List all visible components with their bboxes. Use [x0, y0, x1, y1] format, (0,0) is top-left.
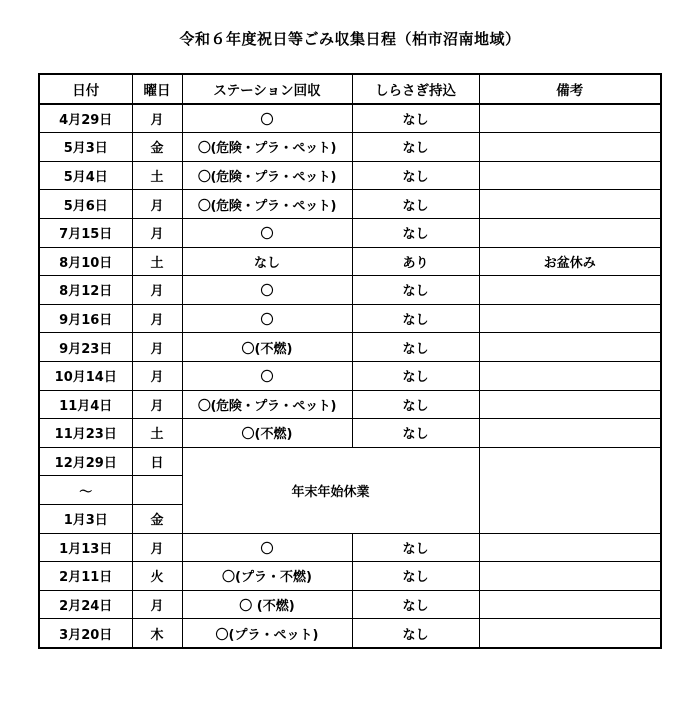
date-cell: 5月4日	[39, 161, 132, 190]
weekday-cell: 木	[132, 619, 182, 648]
date-cell: 8月10日	[39, 247, 132, 276]
shirasagi-cell: なし	[352, 190, 479, 219]
weekday-cell: 火	[132, 562, 182, 591]
date-cell: 7月15日	[39, 218, 132, 247]
header-row	[39, 74, 661, 104]
station-cell: 〇(プラ・ペット)	[182, 619, 352, 648]
table-row	[39, 533, 661, 562]
header-weekday: 曜日	[132, 74, 182, 104]
notes-cell	[479, 276, 661, 305]
table-row	[39, 333, 661, 362]
header-notes: 備考	[479, 74, 661, 104]
date-cell: 10月14日	[39, 361, 132, 390]
header-shirasagi: しらさぎ持込	[352, 74, 479, 104]
weekday-cell: 月	[132, 390, 182, 419]
notes-cell	[479, 361, 661, 390]
notes-cell: お盆休み	[479, 247, 661, 276]
table-row	[39, 590, 661, 619]
page-title: 令和６年度祝日等ごみ収集日程（柏市沼南地域）	[179, 30, 521, 48]
station-cell: 〇 (不燃)	[182, 590, 352, 619]
date-cell: 2月24日	[39, 590, 132, 619]
holiday-start-row	[39, 447, 661, 476]
station-cell: 〇	[182, 218, 352, 247]
weekday-cell	[132, 476, 182, 505]
table-row	[39, 390, 661, 419]
notes-cell	[479, 190, 661, 219]
shirasagi-cell: あり	[352, 247, 479, 276]
notes-cell	[479, 133, 661, 162]
date-cell: 12月29日	[39, 447, 132, 476]
shirasagi-cell: なし	[352, 304, 479, 333]
weekday-cell: 月	[132, 590, 182, 619]
table-row	[39, 562, 661, 591]
table-row	[39, 247, 661, 276]
schedule-table	[38, 73, 662, 649]
date-cell: 11月23日	[39, 419, 132, 448]
table-row	[39, 190, 661, 219]
shirasagi-cell: なし	[352, 133, 479, 162]
date-cell: 5月3日	[39, 133, 132, 162]
notes-cell	[479, 333, 661, 362]
shirasagi-cell: なし	[352, 590, 479, 619]
station-cell: 〇	[182, 276, 352, 305]
date-cell: 8月12日	[39, 276, 132, 305]
weekday-cell: 金	[132, 133, 182, 162]
shirasagi-cell: なし	[352, 562, 479, 591]
station-cell: 〇(危険・プラ・ペット)	[182, 190, 352, 219]
weekday-cell: 土	[132, 247, 182, 276]
station-cell: 〇	[182, 104, 352, 133]
table-row	[39, 161, 661, 190]
notes-cell	[479, 304, 661, 333]
notes-cell	[479, 161, 661, 190]
shirasagi-cell: なし	[352, 218, 479, 247]
table-row	[39, 133, 661, 162]
table-row	[39, 104, 661, 133]
shirasagi-cell: なし	[352, 361, 479, 390]
date-cell: 9月23日	[39, 333, 132, 362]
header-station: ステーション回収	[182, 74, 352, 104]
notes-cell	[479, 104, 661, 133]
table-row	[39, 419, 661, 448]
table-row	[39, 304, 661, 333]
weekday-cell: 月	[132, 361, 182, 390]
notes-cell	[479, 447, 661, 533]
table-row	[39, 276, 661, 305]
weekday-cell: 月	[132, 533, 182, 562]
date-cell: 9月16日	[39, 304, 132, 333]
weekday-cell: 日	[132, 447, 182, 476]
station-cell: 〇(プラ・不燃)	[182, 562, 352, 591]
date-cell: 2月11日	[39, 562, 132, 591]
header-date: 日付	[39, 74, 132, 104]
shirasagi-cell: なし	[352, 333, 479, 362]
date-cell: 1月3日	[39, 504, 132, 533]
shirasagi-cell: なし	[352, 390, 479, 419]
station-cell: 〇(危険・プラ・ペット)	[182, 161, 352, 190]
date-cell: 4月29日	[39, 104, 132, 133]
shirasagi-cell: なし	[352, 104, 479, 133]
notes-cell	[479, 218, 661, 247]
notes-cell	[479, 619, 661, 648]
date-cell: 11月4日	[39, 390, 132, 419]
date-cell: 5月6日	[39, 190, 132, 219]
weekday-cell: 月	[132, 304, 182, 333]
weekday-cell: 月	[132, 218, 182, 247]
station-cell: 〇	[182, 361, 352, 390]
table-row	[39, 218, 661, 247]
station-cell: 〇	[182, 304, 352, 333]
station-cell: 〇	[182, 533, 352, 562]
weekday-cell: 金	[132, 504, 182, 533]
shirasagi-cell: なし	[352, 161, 479, 190]
weekday-cell: 月	[132, 190, 182, 219]
notes-cell	[479, 533, 661, 562]
station-cell: 〇(不燃)	[182, 419, 352, 448]
date-cell: 3月20日	[39, 619, 132, 648]
notes-cell	[479, 390, 661, 419]
weekday-cell: 月	[132, 333, 182, 362]
weekday-cell: 月	[132, 276, 182, 305]
holiday-closure-cell: 年末年始休業	[182, 447, 479, 533]
table-row	[39, 361, 661, 390]
station-cell: 〇(危険・プラ・ペット)	[182, 133, 352, 162]
shirasagi-cell: なし	[352, 276, 479, 305]
weekday-cell: 土	[132, 419, 182, 448]
shirasagi-cell: なし	[352, 533, 479, 562]
notes-cell	[479, 562, 661, 591]
station-cell: なし	[182, 247, 352, 276]
shirasagi-cell: なし	[352, 619, 479, 648]
date-cell: 1月13日	[39, 533, 132, 562]
notes-cell	[479, 419, 661, 448]
station-cell: 〇(危険・プラ・ペット)	[182, 390, 352, 419]
weekday-cell: 土	[132, 161, 182, 190]
shirasagi-cell: なし	[352, 419, 479, 448]
notes-cell	[479, 590, 661, 619]
station-cell: 〇(不燃)	[182, 333, 352, 362]
weekday-cell: 月	[132, 104, 182, 133]
range-separator: ～	[39, 476, 132, 505]
table-row	[39, 619, 661, 648]
